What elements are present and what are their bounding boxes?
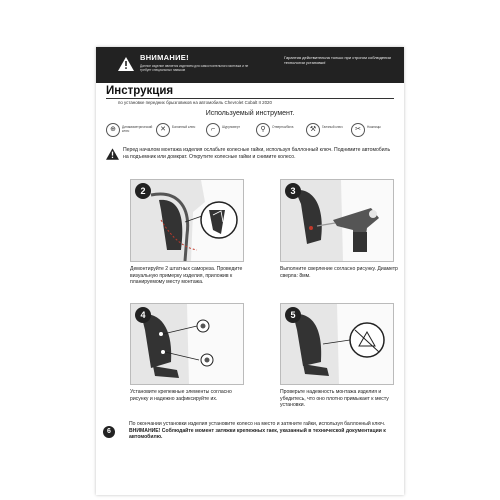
screwdriver-bit-icon: ⚲ <box>256 123 270 137</box>
wrench-icon: ⚒ <box>306 123 320 137</box>
page-subtitle: по установке передних брызговиков на автомобиль Chevrolet Cobalt II 2020 <box>118 100 272 105</box>
warning-text: Данное изделие является изделием для самостоятельного монтажа и не требует специальных навыков <box>140 64 249 72</box>
tool-label: Отвертка/бита <box>272 125 294 129</box>
screwdriver-icon: ⊕ <box>106 123 120 137</box>
title-divider <box>106 98 394 99</box>
tool-label: Гаечный ключ <box>322 125 343 129</box>
step-4-badge: 4 <box>135 307 151 323</box>
step-6-badge: 6 <box>103 426 115 438</box>
warning-banner <box>96 47 404 83</box>
tool-label: Шуруповерт <box>222 125 240 129</box>
tools-title: Используемый инструмент. <box>205 110 295 117</box>
tools-row <box>106 122 396 140</box>
wheel-wrench-icon: ✕ <box>156 123 170 137</box>
drill-icon: ⌐ <box>206 123 220 137</box>
step-5-badge: 5 <box>285 307 301 323</box>
tool-label: Ножницы <box>367 125 381 129</box>
step-2-badge: 2 <box>135 183 151 199</box>
step-3-caption: Выполните сверление согласно рисунку. Диаметр сверла: 8мм. <box>280 266 398 279</box>
step-2-caption: Демонтируйте 2 штатных самореза. Проведите визуальную примерку изделия, приложив к планируемому месту монтажа. <box>130 266 243 286</box>
page-title: Инструкция <box>106 85 174 97</box>
scissors-icon: ✂ <box>351 123 365 137</box>
warning-title: ВНИМАНИЕ! <box>140 53 189 62</box>
instruction-sheet <box>96 47 404 495</box>
caution-icon <box>106 148 119 160</box>
step-6-text <box>129 421 391 441</box>
step-5-caption: Проверьте надежность монтажа изделия и убедитесь, что оно плотно примыкает к месту установки. <box>280 389 389 409</box>
tool-label: Динамометрический ключ <box>122 125 153 133</box>
warranty-note: Гарантия действительна только при строгом соблюдении технологии установки! <box>284 55 391 65</box>
step-4-caption: Установите крепежные элементы согласно рисунку и надежно зафиксируйте их. <box>130 389 232 402</box>
preamble-text: Перед началом монтажа изделия ослабьте колесные гайки, используя баллонный ключ. Поднимите автомобиль на подъемник или домкрат. Открутите колесные гайки и снимите колесо. <box>123 147 391 160</box>
step-6-instruction: По окончании установки изделия установите колесо на место и затяните гайки, используя баллонный ключ. <box>129 421 386 427</box>
step-3-badge: 3 <box>285 183 301 199</box>
tool-label: Балонный ключ <box>172 125 196 129</box>
step-6-warning: ВНИМАНИЕ! Соблюдайте момент затяжки крепежных гаек, указанный в технической документации к автомобилю. <box>129 427 386 441</box>
warning-triangle-icon <box>118 57 134 71</box>
